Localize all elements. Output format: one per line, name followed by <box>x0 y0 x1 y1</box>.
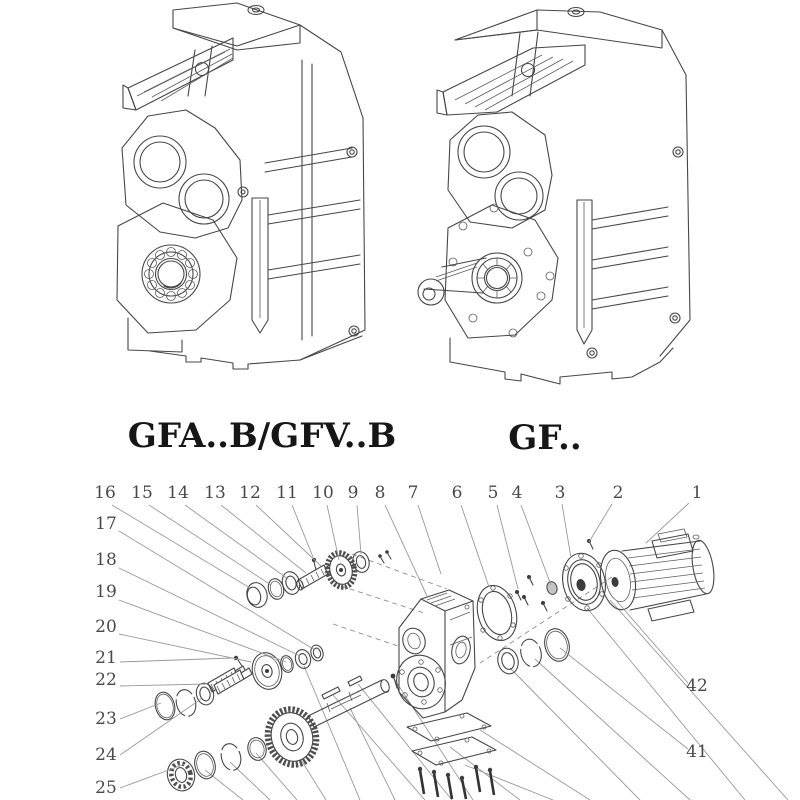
filler-cap-icon <box>568 8 584 17</box>
callout-2-leader <box>589 504 612 542</box>
callout-25-number: 25 <box>95 778 117 798</box>
flange-gasket-ring <box>471 581 522 645</box>
drawing-gfa-gearbox <box>117 3 365 369</box>
electric-motor <box>596 529 717 621</box>
part-bearing-race <box>192 749 219 781</box>
motor-foot <box>648 600 694 621</box>
part-o-ring <box>541 626 573 664</box>
part-bearing-intermediate <box>293 648 312 670</box>
part-end-cap <box>244 580 270 609</box>
callout-10-number: 10 <box>312 483 334 503</box>
callout-4-leader <box>521 505 551 585</box>
drawing-gf-gearbox <box>418 8 690 385</box>
callout-19-leader <box>119 600 286 662</box>
callout-3-number: 3 <box>554 483 566 503</box>
part-bolts-small <box>378 550 391 563</box>
callout-20-number: 20 <box>95 617 117 637</box>
exploded-view <box>94 483 788 800</box>
upper-bore <box>134 136 186 188</box>
assembly-axis-lines <box>333 554 612 663</box>
output-bearing <box>142 245 200 303</box>
part-output-shaft <box>308 679 391 727</box>
callout-7-leader <box>418 505 441 574</box>
part-plug <box>545 580 558 595</box>
callout-41-leader <box>560 648 688 749</box>
callout-24-number: 24 <box>95 745 117 765</box>
callout-42-leader <box>614 598 688 683</box>
callout-16-number: 16 <box>94 483 116 503</box>
part-bearing-intermediate-2 <box>309 644 325 663</box>
housing-bolts <box>418 765 494 799</box>
callout-16-leader <box>112 505 250 588</box>
callout-9-number: 9 <box>347 483 359 503</box>
callout-2-number: 2 <box>612 483 624 503</box>
flange-bolt-holes <box>449 204 554 337</box>
callout-19-number: 19 <box>95 582 117 602</box>
callout-13-leader <box>221 505 306 573</box>
callout-15-leader <box>149 505 271 585</box>
part-key-2 <box>348 676 362 686</box>
part-key <box>322 687 340 699</box>
callout-11-number: 11 <box>276 483 298 503</box>
output-shaft-end <box>418 279 444 305</box>
callout-5-number: 5 <box>487 483 499 503</box>
callout-3-leader <box>562 504 571 558</box>
callout-1-number: 1 <box>691 483 703 503</box>
gear-housing <box>390 590 475 718</box>
bearing-rollers <box>145 248 198 301</box>
part-seal-ring <box>266 577 286 601</box>
callout-21-number: 21 <box>95 648 117 668</box>
callout-22-number: 22 <box>95 670 117 690</box>
callout-6-number: 6 <box>451 483 463 503</box>
callout-13-number: 13 <box>204 483 226 503</box>
callout-8-number: 8 <box>374 483 386 503</box>
part-gear-second-stage <box>248 649 286 692</box>
callout-12-number: 12 <box>239 483 261 503</box>
callout-42-number: 42 <box>686 676 708 696</box>
cut-off-leader-lines <box>205 600 788 800</box>
callout-24-leader <box>120 699 201 755</box>
callout-17-number: 17 <box>95 514 117 534</box>
callout-5-leader <box>497 505 518 589</box>
callout-6-leader <box>461 505 489 587</box>
callout-14-number: 14 <box>167 483 189 503</box>
callout-layer <box>94 483 708 798</box>
part-set-screw-2 <box>234 656 242 666</box>
callout-14-leader <box>185 505 288 579</box>
callout-8-leader <box>385 505 427 596</box>
callout-21-leader <box>120 658 233 662</box>
callout-9-leader <box>357 505 361 554</box>
part-bearing-flange <box>495 646 521 676</box>
callout-22-leader <box>120 684 207 686</box>
part-bolt-dark <box>391 674 397 688</box>
callout-23-leader <box>120 703 161 719</box>
callout-1-leader <box>646 503 689 543</box>
callout-10-leader <box>327 505 339 560</box>
callout-7-number: 7 <box>407 483 419 503</box>
callout-18-leader <box>119 568 300 656</box>
callout-4-number: 4 <box>511 483 523 503</box>
flange-bearing-set <box>495 626 573 676</box>
callout-12-leader <box>256 505 321 566</box>
gasket-plates <box>407 713 496 765</box>
callout-41-number: 41 <box>686 742 708 762</box>
upper-shaft-assembly <box>244 550 391 610</box>
flange-screws <box>515 539 593 611</box>
callout-23-number: 23 <box>95 709 117 729</box>
part-snap-ring-2 <box>218 742 243 773</box>
callout-18-number: 18 <box>95 550 117 570</box>
model-label-gf: GF.. <box>508 418 582 458</box>
callout-15-number: 15 <box>131 483 153 503</box>
part-roller-bearing <box>164 756 198 794</box>
motor-adapter-flange <box>557 549 610 614</box>
model-label-gfa: GFA..B/GFV..B <box>127 416 397 456</box>
